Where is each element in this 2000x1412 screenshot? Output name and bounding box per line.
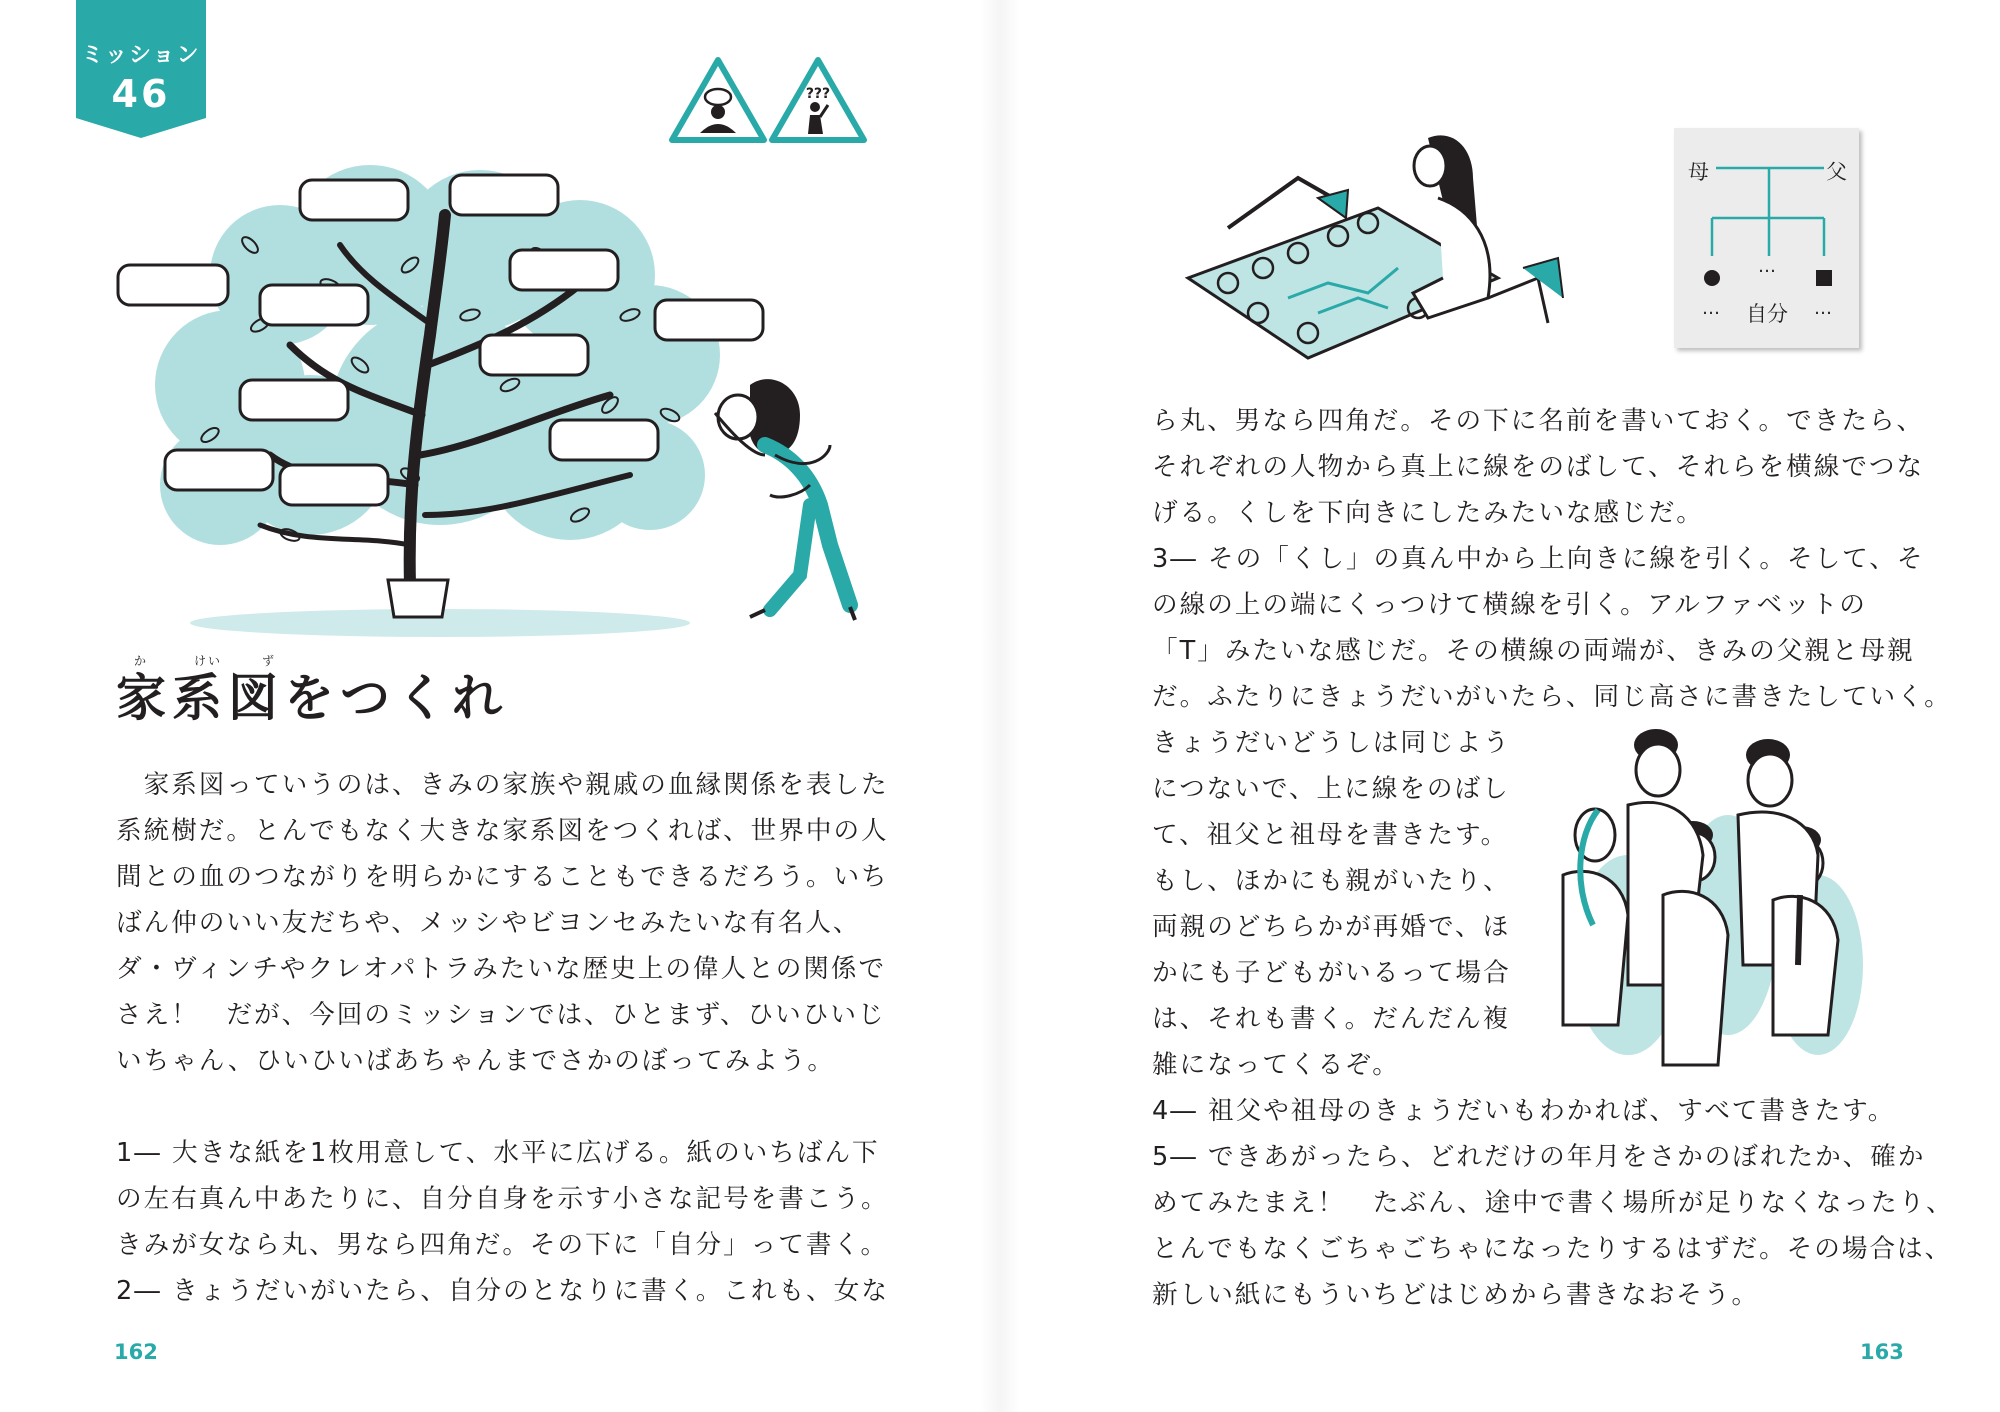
text-line: は、それも書く。だんだん複 <box>1152 1004 1511 1034</box>
step-3: 3― その「くし」の真ん中から上向きに線を引く。そして、そ <box>1152 544 1925 574</box>
name-box <box>260 285 368 325</box>
step-2: 2― きょうだいがいたら、自分のとなりに書く。これも、女な <box>116 1276 889 1306</box>
text-line: 家系図っていうのは、きみの家族や親戚の血縁関係を表した <box>116 770 889 800</box>
text-line: めてみたまえ！ たぶん、途中で書く場所が足りなくなったり、 <box>1152 1188 1954 1218</box>
square-symbol <box>1816 270 1832 286</box>
family-group-illustration <box>1538 725 1878 1070</box>
text-line: きみが女なら丸、男なら四角だ。その下に「自分」って書く。 <box>116 1230 889 1260</box>
right-page <box>1000 0 2000 1412</box>
title-ruby-1: か <box>134 654 149 668</box>
text-line: ばん仲のいい友だちや、メッシやビヨンセみたいな有名人、 <box>116 908 861 938</box>
text-line: それぞれの人物から真上に線をのばして、それらを横線でつな <box>1152 452 1925 482</box>
text-line: きょうだいどうしは同じよう <box>1152 728 1511 758</box>
name-box <box>300 180 408 220</box>
text-line: 雑になってくるぞ。 <box>1152 1050 1400 1080</box>
chef-warning-icon <box>668 55 768 145</box>
text-line: かにも子どもがいるって場合 <box>1152 958 1511 988</box>
svg-text:???: ??? <box>805 86 831 102</box>
diagram-self: 自分 <box>1746 302 1788 326</box>
title-ruby-2: けい <box>194 654 223 668</box>
text-line: の左右真ん中あたりに、自分自身を示す小さな記号を書こう。 <box>116 1184 889 1214</box>
name-box <box>450 175 558 215</box>
mission-badge <box>76 0 206 138</box>
mission-number: 46 <box>111 72 171 116</box>
mission-badge-shape <box>76 0 206 138</box>
diagram-father: 父 <box>1826 160 1847 184</box>
diagram-dots: … <box>1702 298 1720 319</box>
text-line: 新しい紙にもういちどはじめから書きなおそう。 <box>1152 1280 1760 1310</box>
name-box <box>655 300 763 340</box>
text-line: さえ！ だが、今回のミッションでは、ひとまず、ひいひいじ <box>116 1000 886 1030</box>
right-body-text-middle <box>1152 720 1511 1088</box>
woman-figure <box>715 379 855 620</box>
text-line: て、祖父と祖母を書きたす。 <box>1152 820 1509 850</box>
text-line: 「T」みたいな感じだ。その横線の両端が、きみの父親と母親 <box>1152 636 1915 666</box>
page-title: 家系図をつくれ <box>116 668 508 727</box>
step-5: 5― できあがったら、どれだけの年月をさかのぼれたか、確か <box>1152 1142 1926 1172</box>
title-block <box>116 654 508 728</box>
text-line: 両親のどちらかが再婚で、ほ <box>1152 912 1511 942</box>
text-line: 間との血のつながりを明らかにすることもできるだろう。いち <box>116 862 889 892</box>
circle-symbol <box>1704 270 1720 286</box>
text-line: とんでもなくごちゃごちゃになったりするはずだ。その場合は、 <box>1152 1234 1953 1264</box>
left-body-text <box>116 762 889 1314</box>
question-warning-icon <box>768 55 868 145</box>
name-box <box>510 250 618 290</box>
text-line: につないで、上に線をのばし <box>1152 774 1510 804</box>
text-line: もし、ほかにも親がいたり、 <box>1152 866 1511 896</box>
name-box <box>118 265 228 305</box>
text-line: ら丸、男なら四角だ。その下に名前を書いておく。できたら、 <box>1152 406 1925 436</box>
step-1: 1― 大きな紙を1枚用意して、水平に広げる。紙のいちばん下 <box>116 1138 880 1168</box>
text-line: だ。ふたりにきょうだいがいたら、同じ高さに書きたしていく。 <box>1152 682 1952 712</box>
family-tree-illustration <box>110 155 870 645</box>
name-box <box>280 465 388 505</box>
right-body-text-bottom <box>1152 1088 1954 1318</box>
text-line: いちゃん、ひいひいばあちゃんまでさかのぼってみよう。 <box>116 1046 835 1076</box>
title-ruby-3: ず <box>262 654 277 668</box>
diagram-dots: … <box>1814 298 1832 319</box>
name-box <box>165 450 273 490</box>
right-body-text-top <box>1152 398 1952 720</box>
page-number-left: 162 <box>114 1340 158 1364</box>
step-4: 4― 祖父や祖母のきょうだいもわかれば、すべて書きたす。 <box>1152 1096 1896 1126</box>
page-number-right: 163 <box>1860 1340 1904 1364</box>
text-line <box>116 1084 889 1130</box>
mission-label: ミッション <box>81 43 201 68</box>
woman-drawing-illustration <box>1168 118 1568 378</box>
name-box <box>240 380 348 420</box>
name-box <box>550 420 658 460</box>
diagram-mother: 母 <box>1688 160 1709 184</box>
text-line: の線の上の端にくっつけて横線を引く。アルファベットの <box>1152 590 1867 620</box>
diagram-dots: … <box>1758 256 1776 277</box>
text-line: ダ・ヴィンチやクレオパトラみたいな歴史上の偉人との関係で <box>116 954 887 984</box>
family-diagram-card <box>1674 128 1859 348</box>
text-line: 系統樹だ。とんでもなく大きな家系図をつくれば、世界中の人 <box>116 816 889 846</box>
name-box <box>480 335 588 375</box>
text-line: げる。くしを下向きにしたみたいな感じだ。 <box>1152 498 1704 528</box>
